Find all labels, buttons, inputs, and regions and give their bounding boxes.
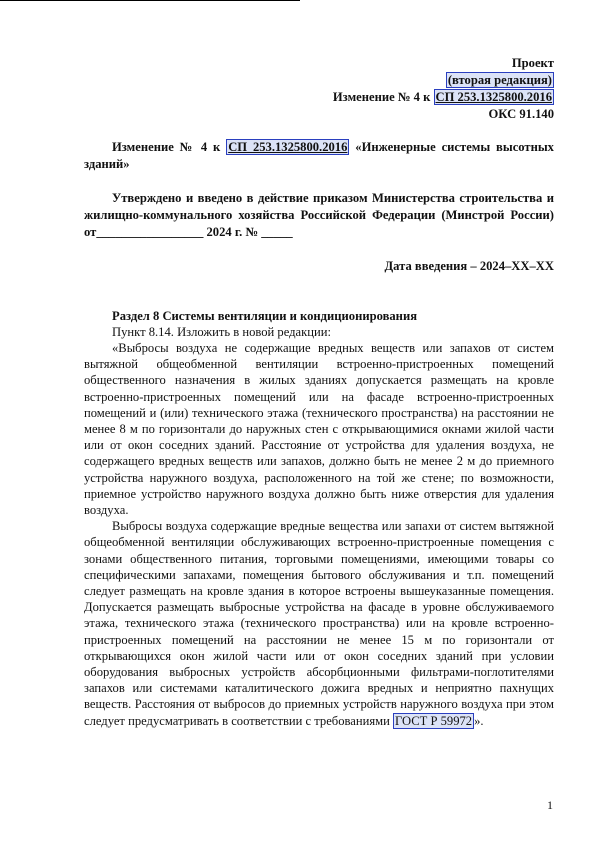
paragraph-2-end: ». bbox=[474, 713, 484, 728]
page-number: 1 bbox=[547, 798, 553, 812]
paragraph-2 bbox=[84, 518, 554, 729]
top-rule bbox=[0, 0, 300, 1]
edition-highlight: (вторая редакция) bbox=[447, 73, 552, 87]
section-heading: Раздел 8 Системы вентиляции и кондиционирования bbox=[112, 309, 418, 323]
oks-code: ОКС 91.140 bbox=[488, 107, 554, 121]
title-code-link[interactable]: СП 253.1325800.2016 bbox=[228, 140, 348, 154]
item-instruction: Пункт 8.14. Изложить в новой редакции: bbox=[112, 325, 331, 339]
paragraph-1: «Выбросы воздуха не содержащие вредных веществ или запахов от систем вытяжной общеобменной вентиляции встроенно-пристроенных помещений общественного назначения в жилых зданиях допускается размещать на кровле встроенно-пристроенных помещений или на фасаде встроенно-пристроенных помещений и (или) технического этажа (технического пространства) на расстоянии не менее 8 м по горизонтали до наружных стен с открывающимися окнами жилой части или от окон соседних зданий. Расстояние от устройства для удаления воздуха, не содержащего вредных веществ или запахов, должно быть не менее 2 м до приемного устройства наружного воздуха, расположенного на той же стене; по возможности, приемное устройство наружного воздуха должно быть ниже отверстия для удаления воздуха. bbox=[84, 341, 554, 518]
gost-link[interactable]: ГОСТ Р 59972 bbox=[395, 713, 473, 728]
change-line bbox=[84, 89, 554, 106]
document-page bbox=[84, 55, 554, 729]
draft-label: Проект bbox=[511, 56, 554, 70]
title-suffix: «Инженерные системы высотных зданий» bbox=[84, 140, 554, 171]
edition-label bbox=[84, 72, 554, 89]
change-prefix: Изменение № 4 к bbox=[332, 90, 434, 104]
title-prefix: Изменение № 4 к bbox=[112, 140, 227, 154]
document-title bbox=[84, 139, 554, 173]
paragraph-2-text: Выбросы воздуха содержащие вредные вещества или запахи от систем вытяжной общеобменной вентиляции обслуживающих встроенно-пристроенные помещения с зонами общественного питания, торговыми помещениями, имеющими товары со специфическими запахами, помещения бытового обслуживания и т.п. помещений следует размещать на кровле здания в которое встроены вышеуказанные помещения. Допускается размещать выбросные устройства на фасаде в уровне обслуживаемого этажа, технического этажа (технического пространства) или на кровле встроенно-пристроенных помещений на расстоянии не менее 15 м по горизонтали от открывающихся окон жилой части или от окон соседних зданий при условии оборудования выбросных устройств абсорбционными фильтрами-поглотителями запахов или системами каталитического дожига вредных и неприятно пахнущих веществ. Расстояния от выбросов до приемных устройств наружного воздуха при этом следует предусматривать в соответствии с требованиями bbox=[84, 519, 554, 728]
change-code-link[interactable]: СП 253.1325800.2016 bbox=[435, 90, 552, 104]
introduction-date: Дата введения – 2024–ХХ–ХХ bbox=[384, 259, 554, 273]
approval-text: Утверждено и введено в действие приказом Министерства строительства и жилищно-коммунального хозяйства Российской Федерации (Минстрой России) от_________________ 2024 г. № _____ bbox=[84, 191, 554, 239]
